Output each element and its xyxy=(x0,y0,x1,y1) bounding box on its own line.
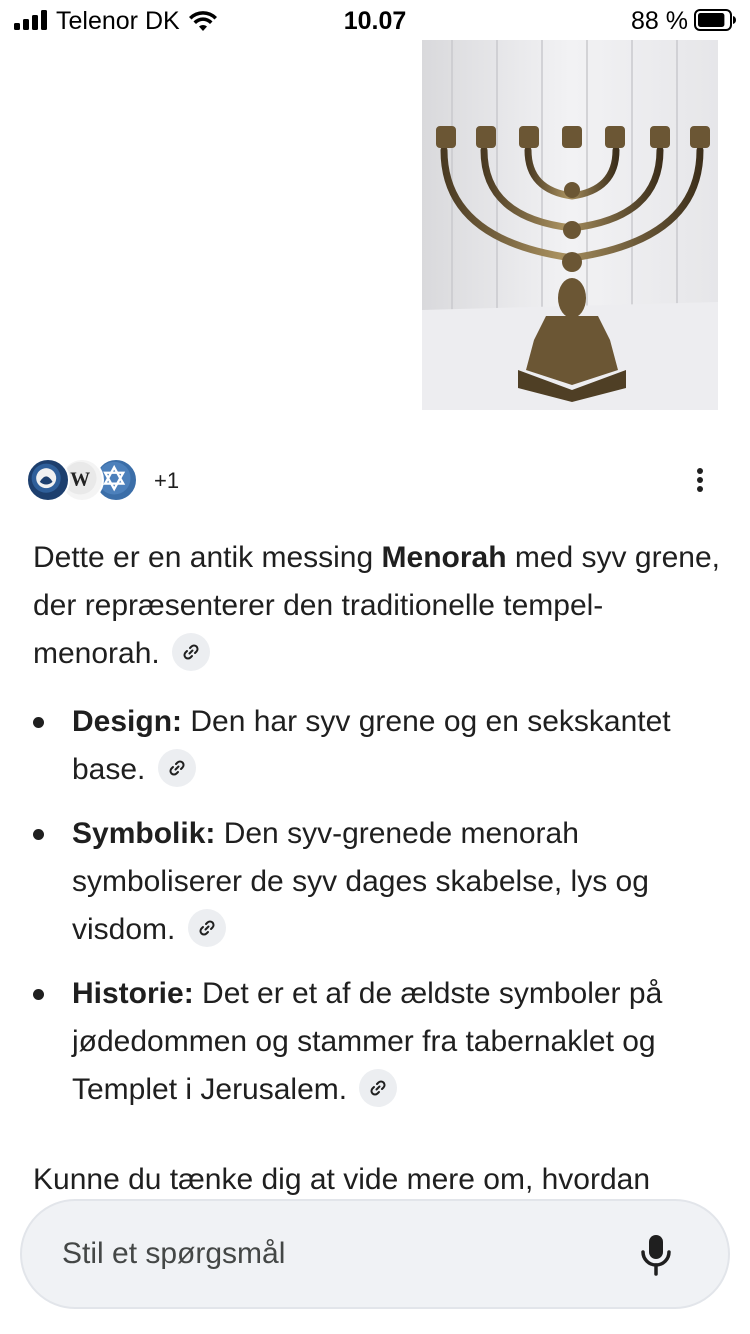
carrier-name: Telenor DK xyxy=(56,7,180,35)
source-link-chip[interactable] xyxy=(172,633,210,671)
source-link-chip[interactable] xyxy=(359,1069,397,1107)
intro-text-rest: med syv grene, der repræsenterer den traditionelle tempel-menorah. xyxy=(33,541,720,670)
source-link-chip[interactable] xyxy=(188,909,226,947)
svg-text:W: W xyxy=(70,468,91,491)
source-count[interactable]: +1 xyxy=(154,468,180,493)
answer-intro xyxy=(33,534,723,678)
link-icon xyxy=(181,642,201,662)
bullet-text: Den syv-grenede menorah symboliserer de syv dages skabelse, lys og visdom. xyxy=(72,817,649,946)
microphone-icon[interactable] xyxy=(634,1231,678,1279)
link-icon xyxy=(368,1078,388,1098)
bullet-title: Design: xyxy=(72,705,183,738)
battery-icon xyxy=(694,9,736,31)
bullet-title: Symbolik: xyxy=(72,817,216,850)
menorah-photo xyxy=(422,40,718,410)
bullet-title: Historie: xyxy=(72,977,194,1010)
bullet-text: Den har syv grene og en sekskantet base. xyxy=(72,705,671,786)
seal-logo-icon[interactable] xyxy=(26,458,70,502)
source-link-chip[interactable] xyxy=(158,749,196,787)
followup-question: Kunne du tænke dig at vide mere om, hvordan xyxy=(33,1163,651,1196)
sources-row[interactable] xyxy=(26,458,726,504)
status-bar xyxy=(0,0,750,44)
more-options-icon[interactable] xyxy=(686,460,714,500)
link-icon xyxy=(167,758,187,778)
bullet-text: Det er et af de ældste symboler på jødedommen og stammer fra tabernaklet og Templet i Jerusalem. xyxy=(72,977,663,1106)
ask-input-placeholder[interactable]: Stil et spørgsmål xyxy=(62,1237,286,1270)
link-icon xyxy=(197,918,217,938)
intro-bold-term: Menorah xyxy=(381,541,507,574)
uploaded-image[interactable] xyxy=(422,40,718,410)
answer-bullet-list xyxy=(33,698,723,1130)
list-item xyxy=(33,970,723,1114)
ask-input-bar[interactable] xyxy=(20,1199,730,1309)
list-item xyxy=(33,810,723,954)
intro-text: Dette er en antik messing xyxy=(33,541,382,574)
list-item xyxy=(33,698,723,794)
clock: 10.07 xyxy=(343,7,407,35)
battery-percent: 88 % xyxy=(631,7,688,35)
